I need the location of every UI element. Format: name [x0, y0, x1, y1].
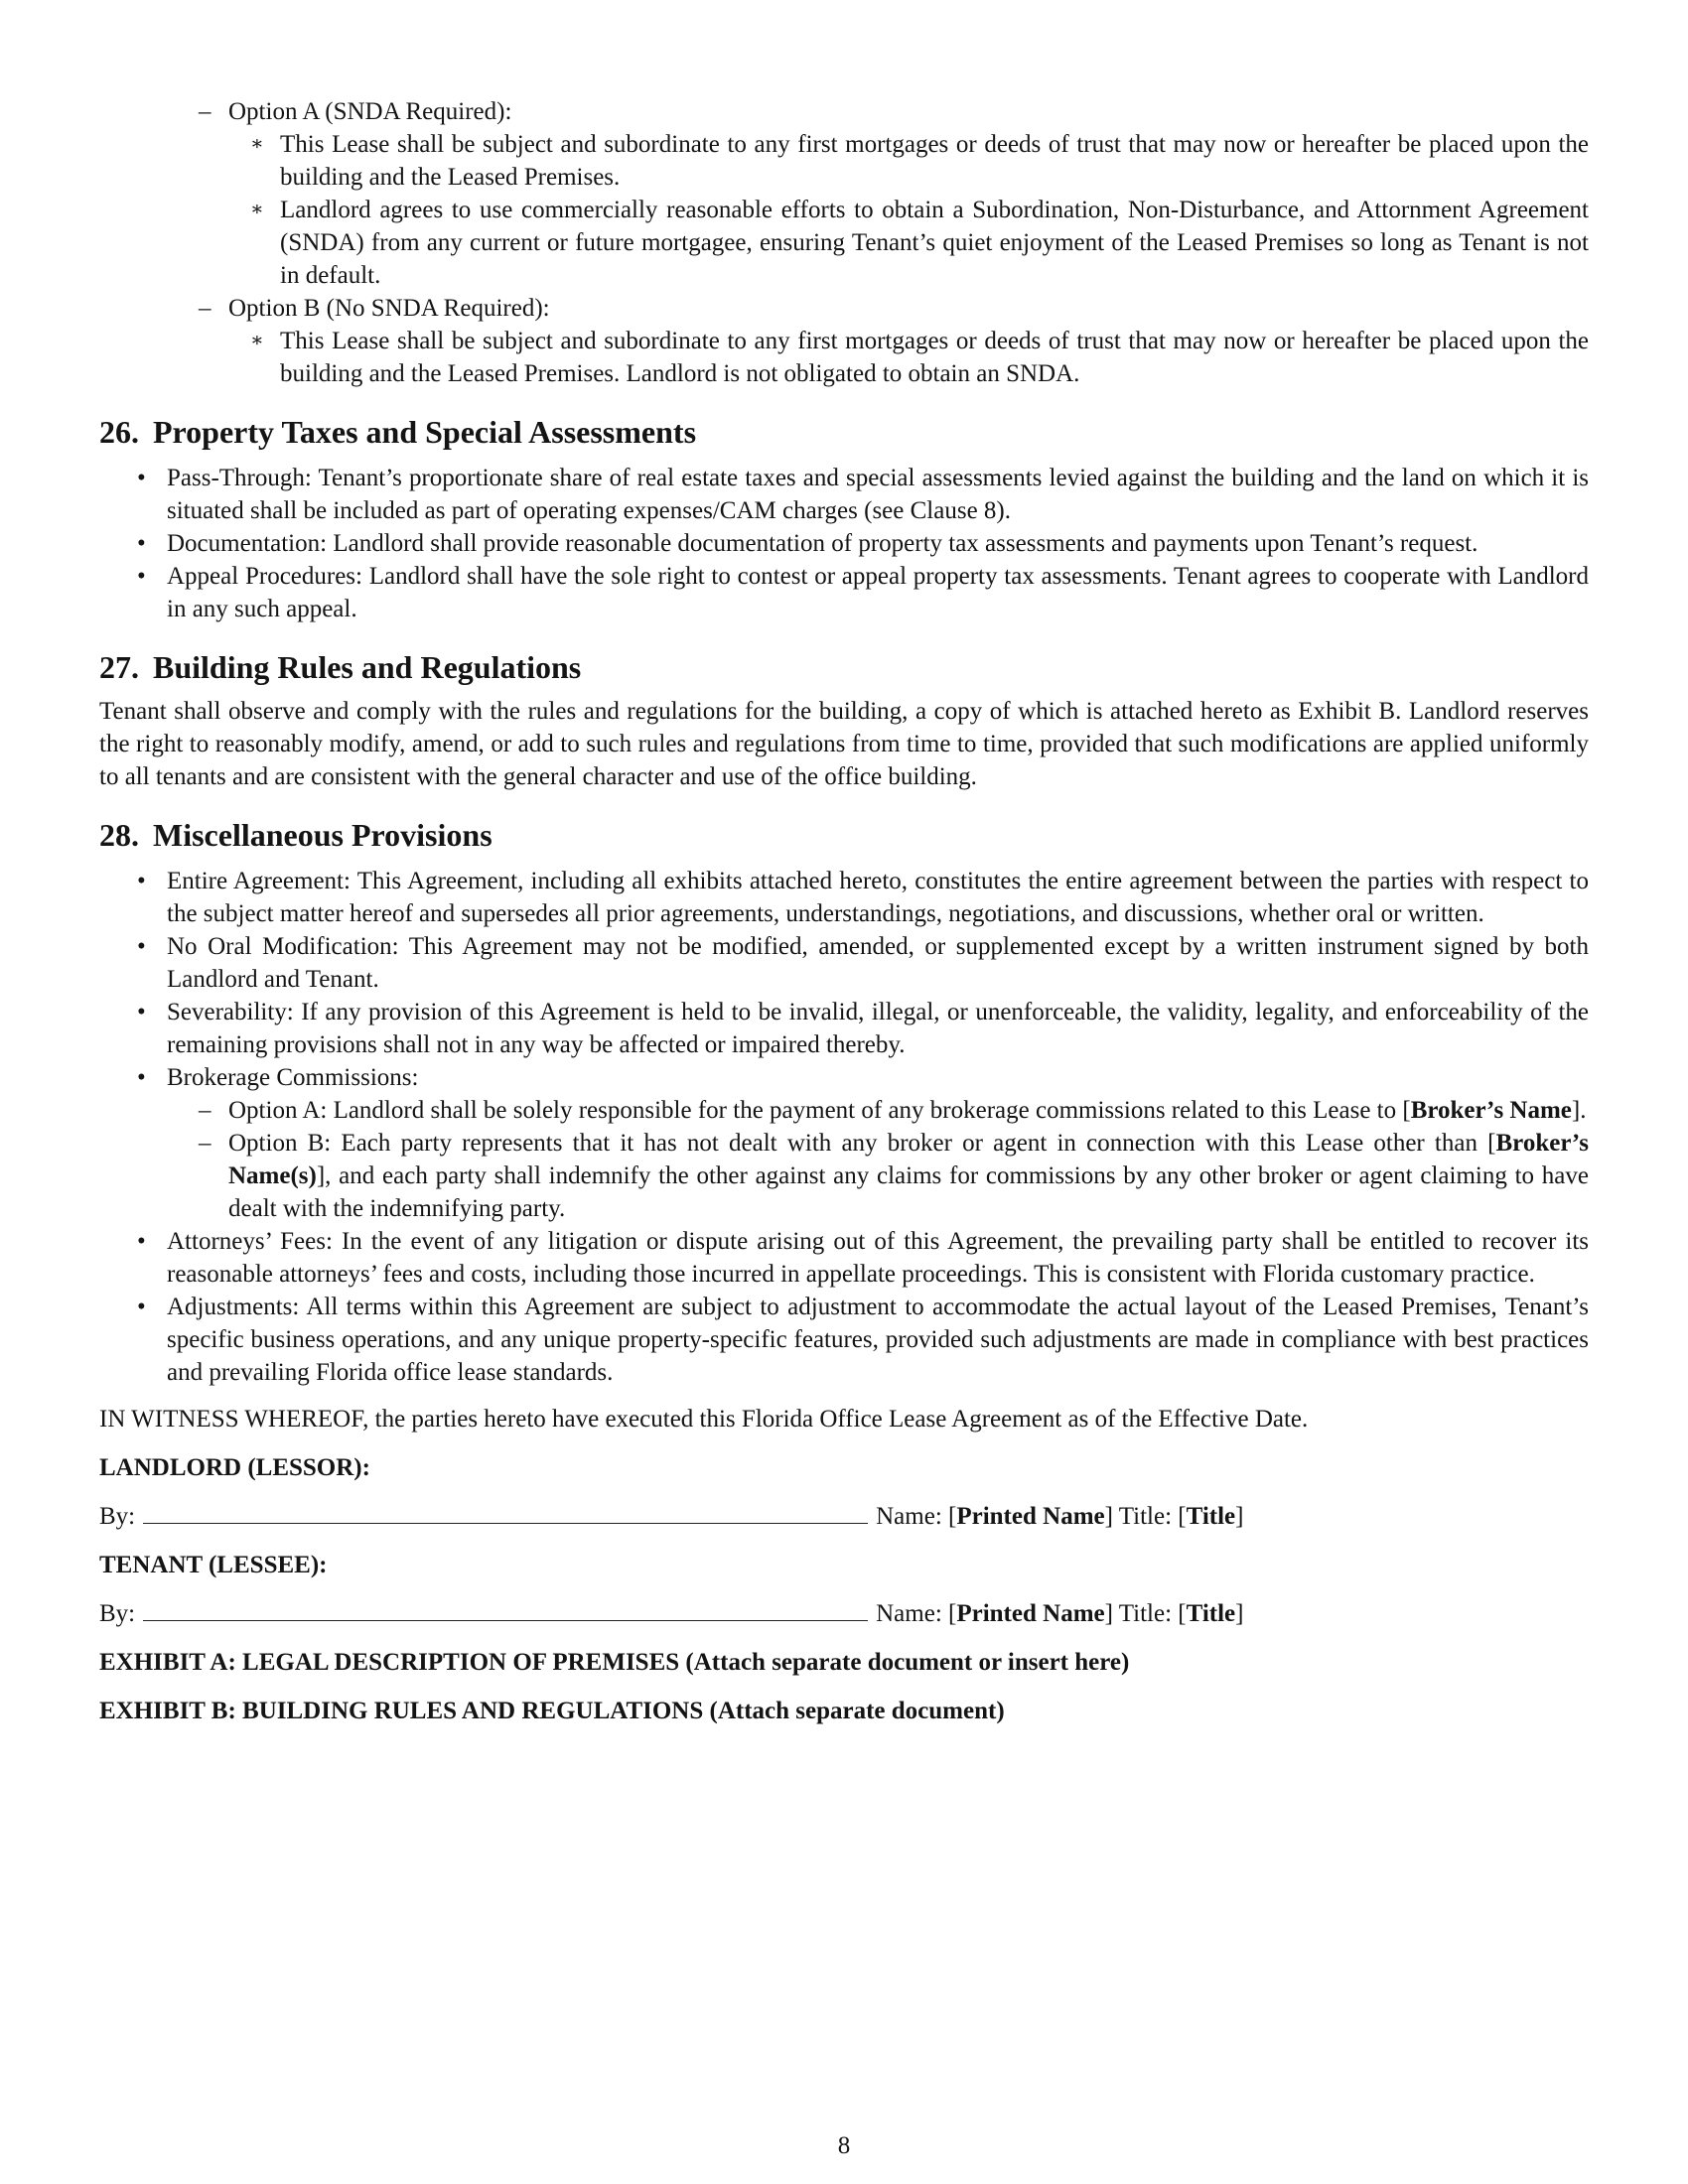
bullet-marker: • — [137, 563, 146, 590]
option-b-item — [99, 292, 1589, 325]
option-a-text-1: This Lease shall be subject and subordinate to any first mortgages or deeds of trust that may now or hereafter be placed upon the building and the Leased Premises. — [280, 131, 1589, 191]
option-a-item — [99, 95, 1589, 128]
brokerage-option-b — [99, 1127, 1589, 1225]
title-placeholder: Title — [1186, 1600, 1236, 1627]
placeholder-broker-name: Broker’s Name — [1410, 1097, 1572, 1124]
section-title: Property Taxes and Special Assessments — [153, 414, 697, 450]
landlord-heading: LANDLORD (LESSOR): — [99, 1454, 370, 1481]
list-item-text: Appeal Procedures: Landlord shall have the sole right to contest or appeal property tax assessments. Tenant agrees to cooperate with Landlord in any such appeal. — [167, 563, 1589, 622]
tenant-signature-line — [99, 1597, 1589, 1630]
text-run: ] Title: [ — [1104, 1503, 1187, 1530]
option-a-text-2: Landlord agrees to use commercially reasonable efforts to obtain a Subordination, Non-Disturbance, and Attornment Agreement (SNDA) from any current or future mortgagee, ensuring Tenant’s quiet enjoyment of the Leased Premises so long as Tenant is not in default. — [280, 197, 1589, 289]
list-item — [99, 930, 1589, 996]
bullet-marker: • — [137, 1228, 146, 1255]
by-label: By: — [99, 1600, 136, 1627]
dash-marker: – — [199, 1130, 211, 1157]
star-marker: ∗ — [250, 133, 264, 155]
placeholder-broker-names: Broker’s Name(s) — [228, 1130, 1589, 1189]
option-b-text-1: This Lease shall be subject and subordinate to any first mortgages or deeds of trust that may now or hereafter be placed upon the building and the Leased Premises. Landlord is not obligated to obtain an SNDA. — [280, 328, 1589, 387]
dash-marker: – — [199, 1097, 211, 1124]
brokerage-option-a — [99, 1094, 1589, 1127]
list-item-text: Entire Agreement: This Agreement, including all exhibits attached hereto, constitutes the entire agreement between the parties with respect to the subject matter hereof and supersedes all prior agreements, understandings, negotiations, and discussions, whether oral or written. — [167, 868, 1589, 927]
list-item — [99, 1225, 1589, 1291]
page-number: 8 — [837, 2132, 851, 2159]
section-27-body: Tenant shall observe and comply with the rules and regulations for the building, a copy of which is attached hereto as Exhibit B. Landlord reserves the right to reasonably modify, amend, or add to such rules and regulations from time to time, provided that such modifications are applied uniformly to all tenants and are consistent with the general character and use of the office building. — [99, 698, 1589, 790]
text-run: Option B: Each party represents that it has not dealt with any broker or agent in connection with this Lease other than [ — [228, 1130, 1496, 1157]
list-item-text: Pass-Through: Tenant’s proportionate share of real estate taxes and special assessments levied against the building and the land on which it is situated shall be included as part of operating expenses/CAM charges (see Clause 8). — [167, 465, 1589, 524]
tenant-heading: TENANT (LESSEE): — [99, 1552, 328, 1578]
section-title: Building Rules and Regulations — [153, 649, 582, 685]
bullet-marker: • — [137, 530, 146, 557]
list-item-text: Documentation: Landlord shall provide reasonable documentation of property tax assessments and payments upon Tenant’s request. — [167, 530, 1478, 557]
witness-clause: IN WITNESS WHEREOF, the parties hereto have executed this Florida Office Lease Agreement as of the Effective Date. — [99, 1406, 1309, 1433]
section-title: Miscellaneous Provisions — [153, 817, 492, 853]
section-28-heading — [99, 815, 1589, 855]
text-run: ] Title: [ — [1104, 1600, 1187, 1627]
option-a-subitem — [99, 194, 1589, 292]
list-item — [99, 1291, 1589, 1389]
landlord-signature-field[interactable] — [143, 1501, 868, 1524]
star-marker: ∗ — [250, 330, 264, 351]
list-item-text: Brokerage Commissions: — [167, 1064, 419, 1091]
title-placeholder: Title — [1186, 1503, 1236, 1530]
list-item — [99, 527, 1589, 560]
list-item — [99, 865, 1589, 930]
section-number: 27. — [99, 649, 139, 685]
printed-name-placeholder: Printed Name — [956, 1600, 1105, 1627]
text-run: Option A: Landlord shall be solely responsible for the payment of any brokerage commissions related to this Lease to [ — [228, 1097, 1411, 1124]
list-item — [99, 560, 1589, 625]
list-item-text: No Oral Modification: This Agreement may not be modified, amended, or supplemented except by a written instrument signed by both Landlord and Tenant. — [167, 933, 1589, 993]
section-27-heading — [99, 647, 1589, 687]
section-number: 26. — [99, 414, 139, 450]
text-run: Name: [ — [876, 1600, 957, 1627]
bullet-marker: • — [137, 868, 146, 894]
text-run: ], and each party shall indemnify the other against any claims for commissions by any other broker or agent claiming to have dealt with the indemnifying party. — [228, 1162, 1589, 1222]
exhibit-b-heading: EXHIBIT B: BUILDING RULES AND REGULATIONS (Attach separate document) — [99, 1698, 1005, 1724]
list-item-text: Adjustments: All terms within this Agreement are subject to adjustment to accommodate the actual layout of the Leased Premises, Tenant’s specific business operations, and any unique property-specific features, provided such adjustments are made in compliance with best practices and prevailing Florida office lease standards. — [167, 1294, 1589, 1386]
tenant-signature-field[interactable] — [143, 1598, 868, 1621]
section-number: 28. — [99, 817, 139, 853]
option-b-subitem — [99, 325, 1589, 390]
list-item — [99, 996, 1589, 1061]
option-a-subitem — [99, 128, 1589, 194]
by-label: By: — [99, 1503, 136, 1530]
text-run: ] — [1235, 1503, 1244, 1530]
bullet-marker: • — [137, 933, 146, 960]
star-marker: ∗ — [250, 199, 264, 220]
option-a-label: Option A (SNDA Required): — [228, 98, 512, 125]
landlord-signature-line — [99, 1500, 1589, 1533]
bullet-marker: • — [137, 1294, 146, 1320]
bullet-marker: • — [137, 999, 146, 1025]
printed-name-placeholder: Printed Name — [956, 1503, 1105, 1530]
text-run: ] — [1235, 1600, 1244, 1627]
document-page — [99, 95, 1589, 1727]
option-b-label: Option B (No SNDA Required): — [228, 295, 550, 322]
dash-marker: – — [199, 98, 211, 125]
list-item — [99, 1061, 1589, 1094]
text-run: Name: [ — [876, 1503, 957, 1530]
list-item — [99, 462, 1589, 527]
exhibit-a-heading: EXHIBIT A: LEGAL DESCRIPTION OF PREMISES (Attach separate document or insert here) — [99, 1649, 1130, 1676]
list-item-text: Severability: If any provision of this Agreement is held to be invalid, illegal, or unenforceable, the validity, legality, and enforceability of the remaining provisions shall not in any way be affected or impaired thereby. — [167, 999, 1589, 1058]
bullet-marker: • — [137, 1064, 146, 1091]
section-26-heading — [99, 412, 1589, 452]
list-item-text: Attorneys’ Fees: In the event of any litigation or dispute arising out of this Agreement, the prevailing party shall be entitled to recover its reasonable attorneys’ fees and costs, including those incurred in appellate proceedings. This is consistent with Florida customary practice. — [167, 1228, 1589, 1288]
dash-marker: – — [199, 295, 211, 322]
bullet-marker: • — [137, 465, 146, 491]
text-run: ]. — [1571, 1097, 1587, 1124]
